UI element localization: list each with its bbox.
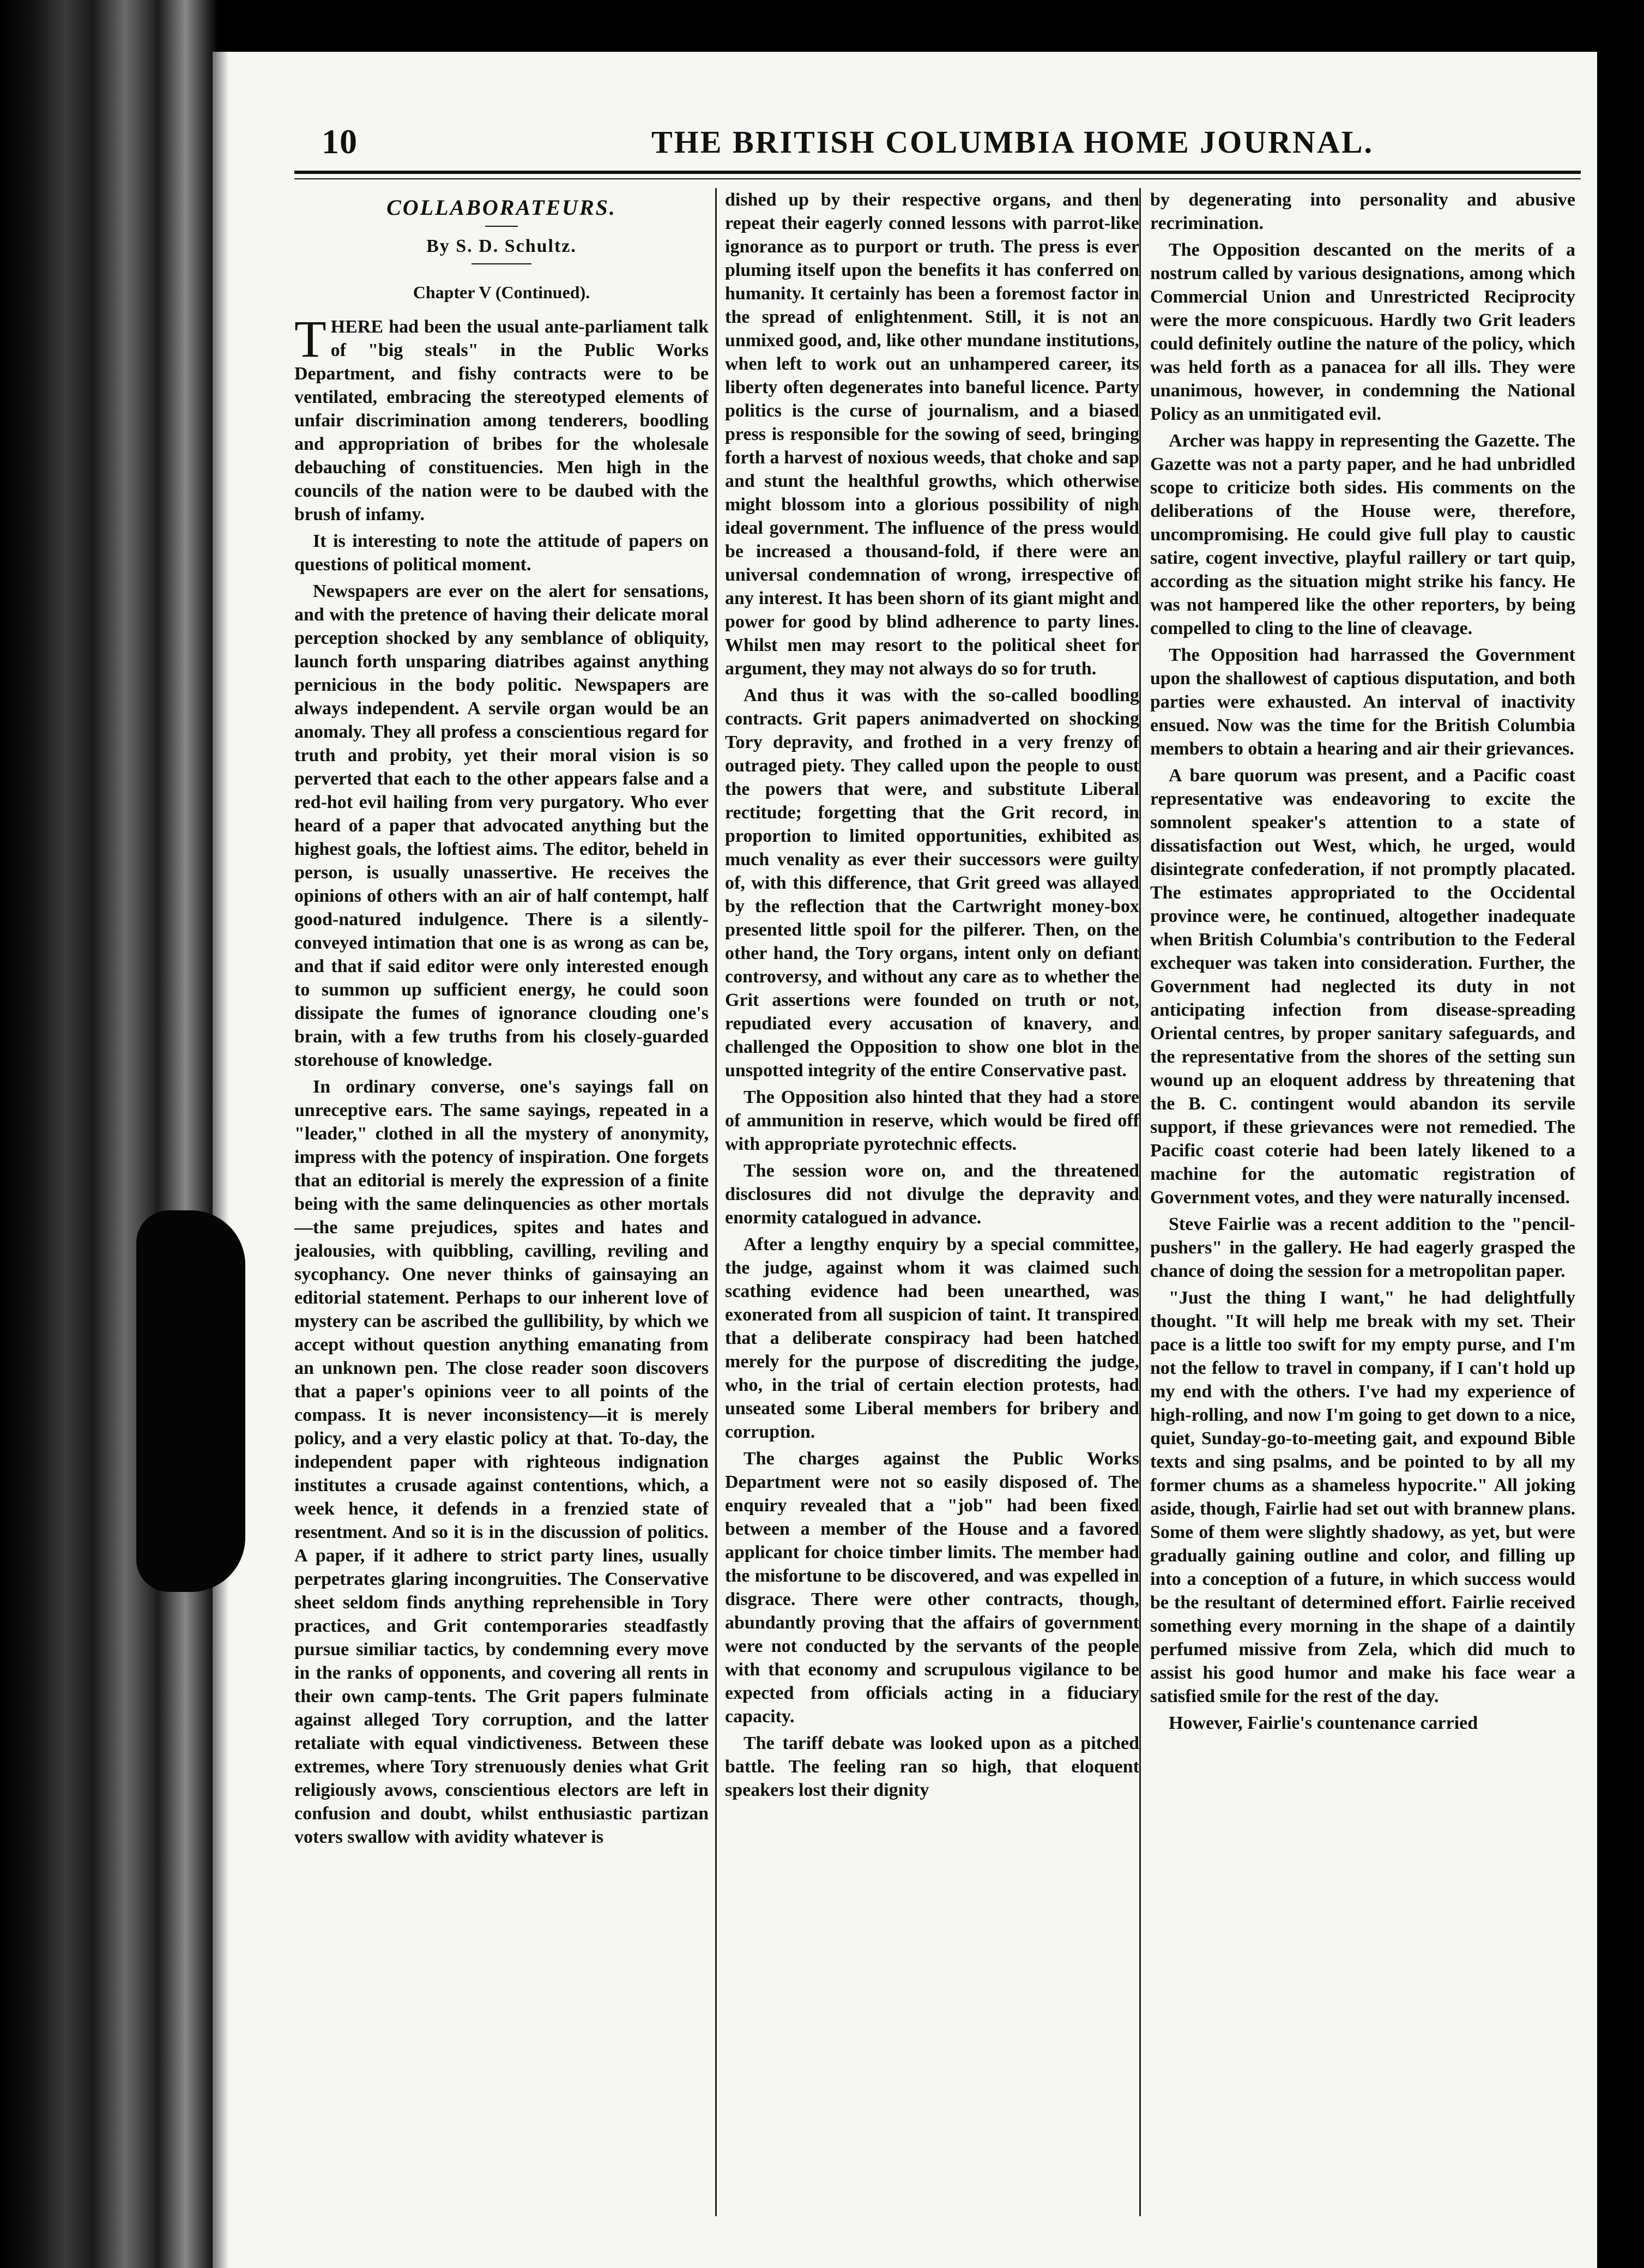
journal-page — [213, 52, 1597, 2268]
paragraph: And thus it was with the so-called boodling contracts. Grit papers animadverted on shocking Tory depravity, and frothed in a very frenzy of outraged piety. They called upon the people to oust the powers that were, and substitute Liberal rectitude; forgetting that the Grit record, in proportion to limited opportunities, exhibited as much venality as ever their successors were guilty of, with this difference, that Grit greed was allayed by the reflection that the Cartwright money-box presented little spoil for the pilferer. Then, on the other hand, the Tory organs, intent only on defiant controversy, and without any care as to whether the Grit assertions were founded on truth or not, repudiated every accusation of knavery, and challenged the Opposition to show one blot in the unspotted integrity of the entire Conservative past. — [725, 685, 1139, 1081]
column-1 — [294, 188, 709, 2216]
paragraph: The charges against the Public Works Department were not so easily disposed of. The enquiry revealed that a "job" had been fixed between a member of the House and a favored applicant for choice timber limits. The member had the misfortune to be discovered, and was expelled in disgrace. There were other contracts, though, abundantly proving that the affairs of government were not conducted by the servants of the people with that economy and scrupulous vigilance to be expected from officials acting in a fiduciary capacity. — [725, 1449, 1139, 1727]
header-rule-thin — [294, 178, 1581, 179]
paragraph: dished up by their respective organs, and then repeat their eagerly conned lessons with parrot-like ignorance as to purport or truth. The press is ever pluming itself upon the benefits it has conferred on humanity. It certainly has been a foremost factor in the spread of enlightenment. Still, it is not an unmixed good, and, like other mundane institutions, when left to work out an unhampered career, its liberty often degenerates into baneful licence. Party politics is the curse of journalism, and a biased press is responsible for the sowing of seed, bringing forth a harvest of noxious weeds, that choke and sap and stunt the healthful growths, which otherwise might blossom into a glorious possibility of nigh ideal government. The influence of the press would be increased a thousand-fold, if there were an universal condemnation of wrong, irrespective of any interest. It has been shorn of its giant might and power for good by blind adherence to party lines. Whilst men may resort to the political sheet for argument, they may not always do so for truth. — [725, 190, 1139, 679]
scanner-thumb-shadow — [136, 1210, 245, 1592]
paragraph: Steve Fairlie was a recent addition to the "pencil-pushers" in the gallery. He had eagerly grasped the chance of doing the session for a metropolitan paper. — [1150, 1214, 1575, 1281]
paragraph: The session wore on, and the threatened disclosures did not divulge the depravity and enormity catalogued in advance. — [725, 1161, 1139, 1228]
header-rule — [294, 171, 1581, 174]
paragraph: Archer was happy in representing the Gazette. The Gazette was not a party paper, and he had unbridled scope to criticize both sides. His comments on the deliberations of the House were, therefore, uncompromising. He could give full play to caustic satire, cogent invective, playful raillery or tart quip, according as the situation might strike his fancy. He was not hampered like the other reporters, by being compelled to cling to the line of cleavage. — [1150, 431, 1575, 638]
paragraph: It is interesting to note the attitude of papers on questions of political moment. — [294, 531, 709, 575]
paragraph: The tariff debate was looked upon as a pitched battle. The feeling ran so high, that eloquent speakers lost their dignity — [725, 1733, 1139, 1800]
paragraph: by degenerating into personality and abusive recrimination. — [1150, 190, 1575, 233]
title-rule — [485, 226, 518, 227]
paragraph: The Opposition descanted on the merits of a nostrum called by various designations, among which Commercial Union and Unrestricted Reciprocity were the more conspicuous. Hardly two Grit leaders could definitely outline the nature of the policy, which was held forth as a panacea for all ills. They were unanimous, however, in condemning the National Policy as an unmitigated evil. — [1150, 240, 1575, 424]
article-byline: By S. D. Schultz. — [426, 236, 577, 256]
paragraph: A bare quorum was present, and a Pacific coast representative was endeavoring to excite the somnolent speaker's attention to a state of dissatisfaction out West, which, he urged, would disintegrate confederation, if not promptly placated. The estimates appropriated to the Occidental province were, he continued, altogether inadequate when British Columbia's contribution to the Federal exchequer was taken into consideration. Further, the Government had neglected its duty in not anticipating infection from disease-spreading Oriental centres, by proper sanitary safeguards, and the representative from the shores of the setting sun wound up an eloquent address by threatening that the B. C. contingent would abandon its servile support, if these grievances were not remedied. The Pacific coast coterie had been lately likened to a machine for the automatic registration of Government votes, and they were naturally incensed. — [1150, 765, 1575, 1208]
paragraph: After a lengthy enquiry by a special committee, the judge, against whom it was claimed such scathing evidence had been unearthed, was exonerated from all suspicion of taint. It transpired that a deliberate conspiracy had been hatched merely for the purpose of discrediting the judge, who, in the trial of certain election protests, had unseated some Liberal members for bribery and corruption. — [725, 1234, 1139, 1442]
paragraph: However, Fairlie's countenance carried — [1169, 1713, 1478, 1733]
column-3 — [1150, 188, 1575, 2216]
paragraph: In ordinary converse, one's sayings fall on unreceptive ears. The same sayings, repeated in a "leader," clothed in all the mystery of anonymity, impress with the potency of inspiration. One forgets that an editorial is merely the expression of a finite being with the same delinquencies as other mortals—the same prejudices, spites and hates and jealousies, with quibbling, cavilling, reviling and sycophancy. One never thinks of gainsaying an editorial statement. Perhaps to our inherent love of mystery can be ascribed the gullibility, by which we accept without question anything emanating from an unknown pen. The close reader soon discovers that a paper's opinions veer to all points of the compass. It is never inconsistency—it is merely policy, and a very elastic policy at that. To-day, the independent paper with righteous indignation institutes a crusade against contentions, which, a week hence, it defends in a frenzied state of resentment. And so it is in the discussion of politics. A paper, if it adhere to strict party lines, usually perpetrates glaring incongruities. The Conservative sheet seldom finds anything reprehensible in Tory practices, and Grit contemporaries steadfastly pursue similiar tactics, by condemning every move in the ranks of opponents, and covering all rents in their own camp-tents. The Grit papers fulminate against alleged Tory corruption, and the latter retaliate with equal vindictiveness. Between these extremes, where Tory strenuously denies what Grit religiously avows, conscientious electors are left in confusion and doubt, whilst enthusiastic partizan voters swallow with avidity whatever is — [294, 1077, 709, 1847]
paragraph: Newspapers are ever on the alert for sensations, and with the pretence of having their delicate moral perception shocked by any semblance of obliquity, launch forth unsparing diatribes against anything pernicious in the body politic. Newspapers are always independent. A servile organ would be an anomaly. They all profess a conscientious regard for truth and probity, yet their moral vision is so perverted that each to the other appears false and a red-hot evil hailing from very purgatory. Who ever heard of a paper that advocated anything but the highest goals, the loftiest aims. The editor, beheld in person, is usually unassertive. He receives the opinions of others with an air of half contempt, half good-natured indulgence. There is a silently-conveyed intimation that one is as wrong as can be, and that if said editor were only interested enough to summon up sufficient energy, he could soon dissipate the fumes of ignorance clouding one's brain, with a few truths from his closely-guarded storehouse of knowledge. — [294, 581, 709, 1070]
page-edge-shadow — [213, 52, 229, 2268]
column-2 — [725, 188, 1139, 2216]
paragraph: The Opposition also hinted that they had a store of ammunition in reserve, which would be fired off with appropriate pyrotechnic effects. — [725, 1087, 1139, 1154]
column-divider — [1139, 188, 1141, 2216]
paragraph: "Just the thing I want," he had delightfully thought. "It will help me break with my set. Their pace is a little too swift for my empty purse, and I'm not the fellow to travel in company, if I can't hold up my end with the others. I've had my experience of high-rolling, and now I'm going to get down to a nice, quiet, Sunday-go-to-meeting gait, and expound Bible texts and sing psalms, and be pointed to by all my former chums as a shameless hypocrite." All joking aside, though, Fairlie had set out with brannew plans. Some of them were slightly shadowy, as yet, but were gradually gaining outline and color, and filling up into a conception of a future, in which success would be the resultant of determined effort. Fairlie received something every morning in the shape of a daintily perfumed missive from Zela, which did much to assist his good humor and make his face wear a satisfied smile for the rest of the day. — [1150, 1288, 1575, 1706]
paragraph: THERE had been the usual ante-parliament talk of "big steals" in the Public Works Department, and fishy contracts were to be ventilated, embracing the stereotyped elements of unfair discrimination among tenderers, boodling and appropriation of bribes for the wholesale debauching of constituencies. Men high in the councils of the nation were to be daubed with the brush of infamy. — [294, 310, 709, 524]
byline-rule — [472, 263, 531, 264]
page-number: 10 — [322, 122, 358, 161]
paragraph: The Opposition had harrassed the Government upon the shallowest of captious disputation, and both parties were exhausted. An interval of inactivity ensued. Now was the time for the British Columbia members to obtain a hearing and air their grievances. — [1150, 645, 1575, 759]
publication-title: THE BRITISH COLUMBIA HOME JOURNAL. — [651, 124, 1374, 160]
book-binding — [0, 0, 218, 2268]
chapter-heading: Chapter V (Continued). — [413, 282, 590, 302]
article-title: COLLABORATEURS. — [386, 195, 616, 220]
column-divider — [715, 188, 717, 2216]
